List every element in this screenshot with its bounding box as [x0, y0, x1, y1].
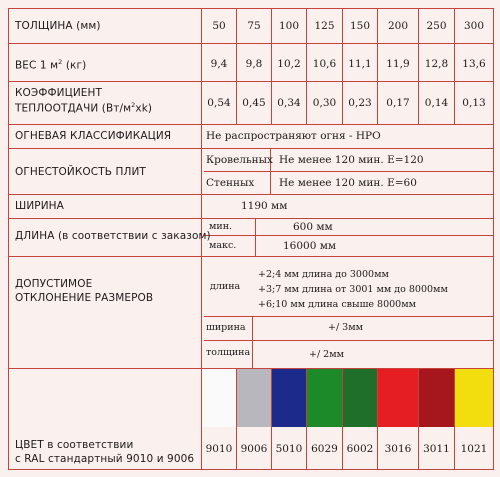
tolerance-width-value: +/ 3мм — [328, 322, 364, 333]
grid-line — [493, 8, 494, 470]
fire-class-value: Не распространяют огня - НРО — [206, 130, 381, 142]
grid-line — [8, 469, 494, 470]
heat-label-line2-main: ТЕПЛООТДАЧИ (Вт/м — [15, 102, 132, 115]
grid-line — [204, 316, 494, 317]
weight-value-4: 11,1 — [348, 58, 372, 70]
fire-resistance-roof-label: Кровельных — [206, 154, 273, 166]
length-max-label: макс. — [209, 240, 237, 251]
fire-resistance-label: ОГНЕСТОЙКОСТЬ ПЛИТ — [15, 166, 146, 178]
color-swatch-6029 — [307, 369, 342, 427]
heat-label-line1: КОЭФФИЦИЕНТ — [15, 87, 103, 99]
grid-line — [252, 316, 253, 368]
grid-line — [204, 340, 494, 341]
weight-value-0: 9,4 — [210, 58, 228, 70]
color-swatch-9010 — [202, 369, 236, 427]
specification-table — [8, 8, 494, 470]
heat-value-3: 0,30 — [312, 97, 337, 109]
weight-value-5: 11,9 — [386, 58, 410, 70]
grid-line — [255, 218, 256, 256]
weight-value-6: 12,8 — [424, 58, 449, 70]
heat-value-5: 0,17 — [386, 97, 410, 109]
color-swatch-3011 — [419, 369, 454, 427]
thickness-value-2: 100 — [278, 20, 300, 32]
heat-label-line2-sup: 2 — [131, 101, 136, 109]
thickness-value-3: 125 — [314, 20, 335, 32]
grid-line — [8, 8, 9, 470]
weight-value-2: 10,2 — [277, 58, 301, 70]
color-code-9010: 9010 — [205, 443, 233, 455]
color-swatch-3016 — [378, 369, 418, 427]
thickness-value-0: 50 — [212, 20, 226, 32]
thickness-value-4: 150 — [349, 20, 371, 32]
weight-label-main: ВЕС 1 м — [15, 59, 59, 72]
color-code-5010: 5010 — [275, 443, 303, 455]
tolerance-width-label: ширина — [206, 322, 246, 333]
color-code-9006: 9006 — [240, 443, 268, 455]
tolerance-label-line1: ДОПУСТИМОЕ — [15, 278, 93, 290]
grid-line — [204, 235, 494, 236]
weight-label — [15, 59, 86, 71]
heat-value-4: 0,23 — [348, 97, 372, 109]
tolerance-length-line-1: +2;4 мм длина до 3000мм — [258, 269, 389, 280]
grid-line — [8, 256, 494, 257]
color-swatch-9006 — [237, 369, 271, 427]
color-label-line2: с RAL стандартный 9010 и 9006 — [15, 453, 195, 465]
thickness-value-6: 250 — [426, 20, 447, 32]
heat-label-line2 — [15, 102, 152, 114]
thickness-value-7: 300 — [463, 20, 485, 32]
grid-line — [8, 194, 494, 195]
color-code-6029: 6029 — [311, 443, 338, 455]
fire-resistance-wall-value: Не менее 120 мин. E=60 — [279, 177, 417, 189]
length-min-label: мин. — [209, 221, 233, 232]
tolerance-label-line2: ОТКЛОНЕНИЕ РАЗМЕРОВ — [15, 292, 154, 304]
thickness-label: ТОЛЩИНА (мм) — [15, 20, 101, 32]
heat-value-7: 0,13 — [462, 97, 486, 109]
color-label-line1: ЦВЕТ в соответствии — [15, 439, 134, 451]
color-code-1021: 1021 — [460, 443, 488, 455]
heat-value-2: 0,34 — [277, 97, 301, 109]
grid-line — [8, 81, 494, 82]
heat-value-0: 0,54 — [207, 97, 231, 109]
width-label: ШИРИНА — [15, 200, 64, 212]
grid-line — [8, 148, 494, 149]
color-code-3016: 3016 — [384, 443, 412, 455]
grid-line — [8, 124, 494, 125]
grid-line — [8, 43, 494, 44]
color-code-3011: 3011 — [423, 443, 450, 455]
color-swatch-6002 — [343, 369, 377, 427]
tolerance-length-label: длина — [210, 281, 241, 292]
length-label: ДЛИНА (в соответствии с заказом) — [15, 230, 211, 242]
tolerance-thickness-value: +/ 2мм — [309, 349, 345, 360]
weight-value-3: 10,6 — [312, 58, 337, 70]
color-swatch-1021 — [455, 369, 493, 427]
length-max-value: 16000 мм — [283, 240, 337, 252]
weight-label-sup: 2 — [58, 58, 63, 66]
grid-line — [8, 218, 494, 219]
grid-line — [204, 171, 494, 172]
length-min-value: 600 мм — [293, 221, 333, 233]
tolerance-length-line-2: +3;7 мм длина от 3001 мм до 8000мм — [258, 284, 448, 295]
weight-value-7: 13,6 — [462, 58, 486, 70]
grid-line — [8, 8, 494, 9]
thickness-value-5: 200 — [387, 20, 409, 32]
heat-label-line2-end: xk) — [135, 102, 153, 115]
color-code-6002: 6002 — [346, 443, 374, 455]
color-swatch-5010 — [272, 369, 306, 427]
fire-resistance-roof-value: Не менее 120 мин. E=120 — [279, 154, 424, 166]
weight-value-1: 9,8 — [245, 58, 263, 70]
tolerance-thickness-label: толщина — [206, 347, 251, 358]
heat-value-6: 0,14 — [424, 97, 449, 109]
thickness-value-1: 75 — [247, 20, 261, 32]
weight-label-unit: (кг) — [65, 59, 87, 72]
width-value: 1190 мм — [241, 200, 288, 212]
fire-resistance-wall-label: Стенных — [206, 177, 255, 189]
fire-class-label: ОГНЕВАЯ КЛАССИФИКАЦИЯ — [15, 130, 172, 142]
tolerance-length-line-3: +6;10 мм длина свыше 8000мм — [258, 299, 417, 310]
heat-value-1: 0,45 — [242, 97, 266, 109]
